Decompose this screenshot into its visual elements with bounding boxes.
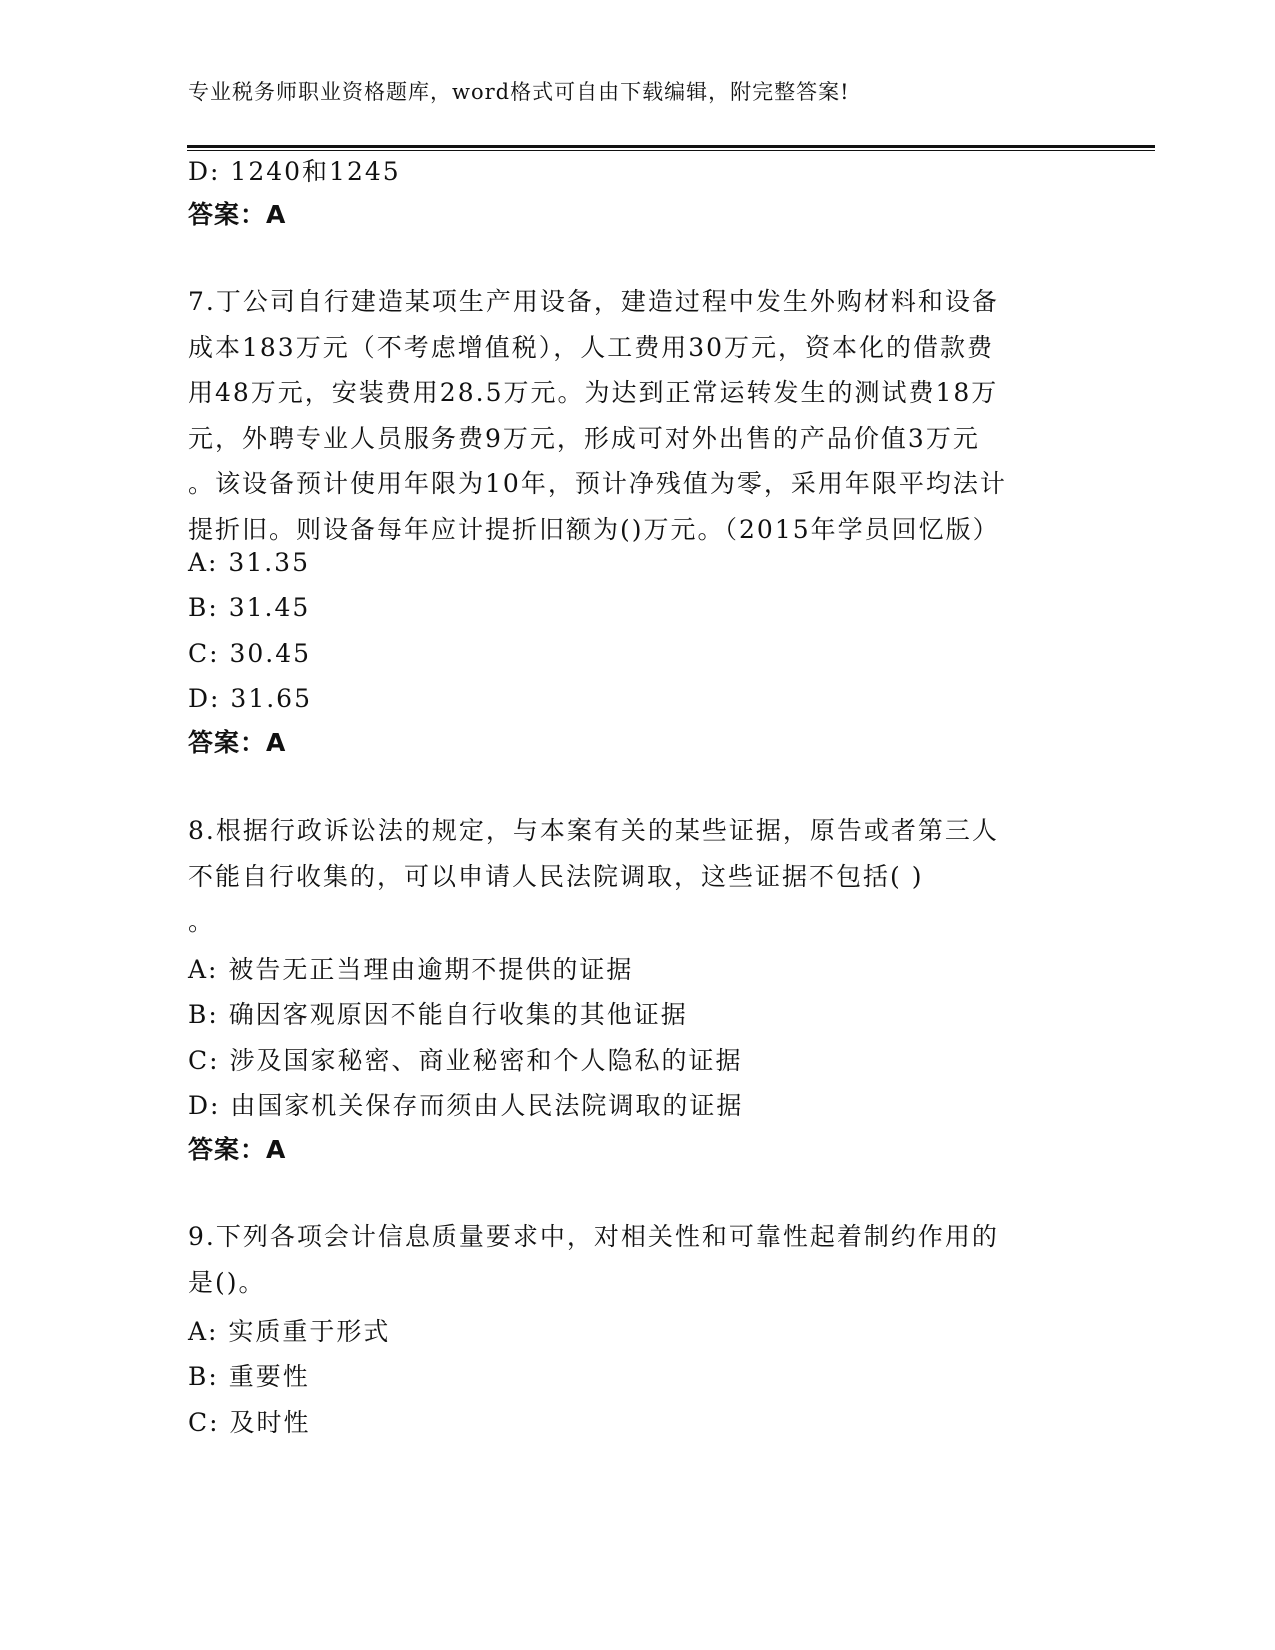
question-8-option-d: D: 由国家机关保存而须由人民法院调取的证据: [188, 1091, 744, 1120]
header-rule-thick: [187, 145, 1155, 148]
question-8-stem: [188, 808, 1068, 945]
question-7-option-b: B: 31.45: [188, 593, 311, 622]
question-8-answer: 答案：A: [188, 1135, 287, 1164]
question-7-line: 成本183万元（不考虑增值税），人工费用30万元，资本化的借款费: [188, 332, 995, 362]
prev-answer: 答案：A: [188, 200, 287, 229]
question-9-option-a: A: 实质重于形式: [188, 1317, 391, 1346]
question-7-option-c: C: 30.45: [188, 639, 312, 668]
question-8-line: 8.根据行政诉讼法的规定，与本案有关的某些证据，原告或者第三人: [188, 816, 999, 845]
question-7-line: 元，外聘专业人员服务费9万元，形成可对外出售的产品价值3万元: [188, 423, 980, 453]
question-8-option-a: A: 被告无正当理由逾期不提供的证据: [188, 955, 634, 984]
question-8-line: 。: [188, 907, 216, 937]
header-rule-thin: [187, 150, 1155, 151]
question-7-stem: [188, 279, 1068, 553]
question-9-line: 9.下列各项会计信息质量要求中，对相关性和可靠性起着制约作用的: [188, 1222, 999, 1251]
prev-option-d: D: 1240和1245: [188, 157, 401, 186]
question-7-line: 7.丁公司自行建造某项生产用设备，建造过程中发生外购材料和设备: [188, 287, 999, 316]
question-7-line: 。该设备预计使用年限为10年，预计净残值为零，采用年限平均法计: [188, 469, 1007, 499]
question-7-line: 提折旧。则设备每年应计提折旧额为()万元。（2015年学员回忆版）: [188, 514, 1000, 544]
question-9-stem: [188, 1214, 1068, 1305]
question-8-option-b: B: 确因客观原因不能自行收集的其他证据: [188, 1000, 688, 1029]
question-8-line: 不能自行收集的，可以申请人民法院调取，这些证据不包括( ): [188, 861, 924, 891]
question-9-option-b: B: 重要性: [188, 1362, 310, 1391]
question-8-option-c: C: 涉及国家秘密、商业秘密和个人隐私的证据: [188, 1046, 743, 1075]
page-header: 专业税务师职业资格题库，word格式可自由下载编辑，附完整答案!: [188, 80, 850, 104]
question-7-option-a: A: 31.35: [188, 548, 310, 577]
question-7-answer: 答案：A: [188, 728, 287, 757]
question-7-line: 用48万元，安装费用28.5万元。为达到正常运转发生的测试费18万: [188, 378, 999, 408]
question-7-option-d: D: 31.65: [188, 684, 312, 713]
question-9-option-c: C: 及时性: [188, 1408, 311, 1437]
question-9-line: 是()。: [188, 1267, 266, 1297]
